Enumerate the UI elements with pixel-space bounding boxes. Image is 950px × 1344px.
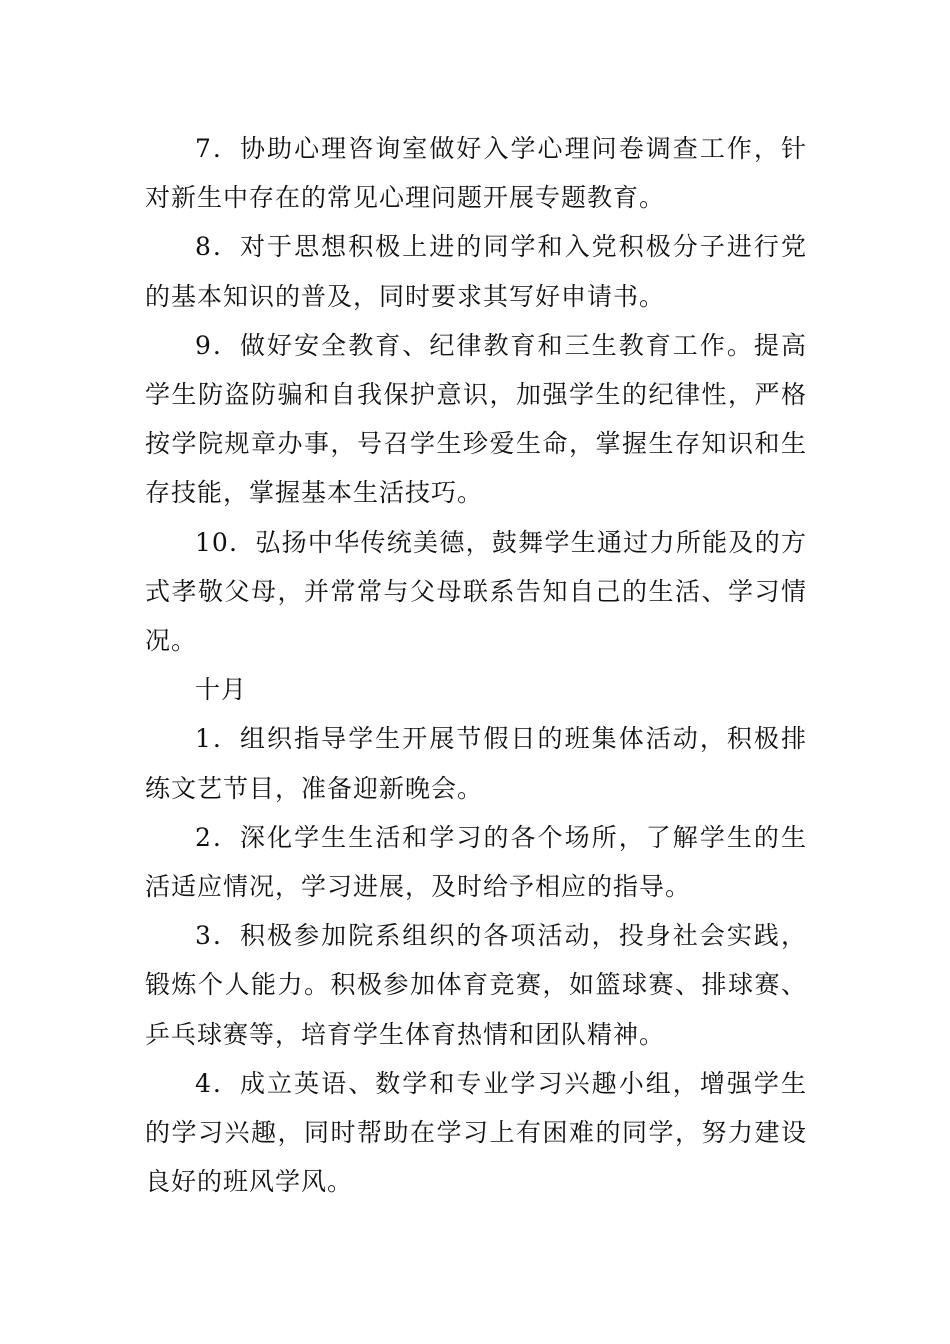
paragraph-item-7: 7．协助心理咨询室做好入学心理问卷调查工作，针对新生中存在的常见心理问题开展专题教育。 [145,134,807,213]
document-body [145,124,807,1206]
paragraph-item-1: 1．组织指导学生开展节假日的班集体活动，积极排练文艺节目，准备迎新晚会。 [145,724,807,803]
paragraph-item-10: 10．弘扬中华传统美德，鼓舞学生通过力所能及的方式孝敬父母，并常常与父母联系告知自己的生活、学习情况。 [145,527,807,656]
paragraph-item-4: 4．成立英语、数学和专业学习兴趣小组，增强学生的学习兴趣，同时帮助在学习上有困难的同学，努力建设良好的班风学风。 [145,1068,807,1197]
section-heading-october: 十月 [195,675,248,705]
paragraph-item-3: 3．积极参加院系组织的各项活动，投身社会实践，锻炼个人能力。积极参加体育竞赛，如篮球赛、排球赛、乒乓球赛等，培育学生体育热情和团队精神。 [145,921,807,1049]
paragraph-item-2: 2．深化学生生活和学习的各个场所，了解学生的生活适应情况，学习进展，及时给予相应的指导。 [145,822,807,902]
paragraph-item-8: 8．对于思想积极上进的同学和入党积极分子进行党的基本知识的普及，同时要求其写好申请书。 [145,232,807,311]
paragraph-item-9: 9．做好安全教育、纪律教育和三生教育工作。提高学生防盗防骗和自我保护意识，加强学生的纪律性，严格按学院规章办事，号召学生珍爱生命，掌握生存知识和生存技能，掌握基本生活技巧。 [145,330,807,508]
